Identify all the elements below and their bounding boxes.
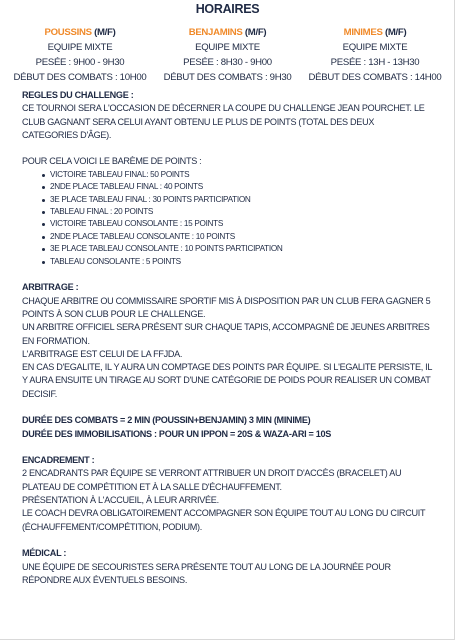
category-name: POUSSINS (44, 27, 92, 38)
category-weighin: PESÉE : 9H00 - 9H30 (35, 57, 125, 68)
category-weighin: PESÉE : 8H30 - 9H00 (183, 57, 272, 68)
category-team: EQUIPE MIXTE (195, 42, 260, 53)
encadrement-text-3: LE COACH DEVRA OBLIGATOIREMENT ACCOMPAGNER SON ÉQUIPE TOUT AU LONG DU CIRCUIT (ÉCHAUFFEMENT/COMPÉTITION, PODIUM). (22, 508, 426, 532)
category-team: EQUIPE MIXTE (47, 42, 113, 53)
list-item: VICTOIRE TABLEAU CONSOLANTE : 15 POINTS (42, 218, 432, 230)
combat-duration: DURÉE DES COMBATS = 2 MIN (POUSSIN+BENJAMIN) 3 MIN (MINIME) (22, 415, 311, 426)
list-item: TABLEAU FINAL : 20 POINTS (42, 206, 432, 218)
rules-heading: REGLES DU CHALLENGE : (22, 90, 134, 100)
category-title (305, 25, 445, 40)
encadrement-text-1: 2 ENCADRANTS PAR ÉQUIPE SE VERRONT ATTRIBUER UN DROIT D'ACCÈS (BRACELET) AU PLATEAU DE COMPÉTITION ET À LA SALLE D'ÉCHAUFFEMENT. (22, 468, 402, 492)
immobilisation-duration: DURÉE DES IMMOBILISATIONS : POUR UN IPPON = 20S & WAZA-ARI = 10S (22, 428, 332, 439)
arbitrage-text-2: UN ARBITRE OFFICIEL SERA PRÉSENT SUR CHAQUE TAPIS, ACCOMPAGNÉ DE JEUNES ARBITRES EN FORMATION. (22, 322, 430, 346)
category-gender: (M/F) (244, 27, 267, 38)
category-title (158, 25, 298, 40)
encadrement-heading: ENCADREMENT : (22, 455, 95, 466)
list-item: VICTOIRE TABLEAU FINAL: 50 POINTS (42, 169, 432, 181)
category-start: DÉBUT DES COMBATS : 9H30 (163, 72, 292, 83)
category-start: DÉBUT DES COMBATS : 14H00 (308, 72, 442, 83)
encadrement-text-2: PRÉSENTATION À L'ACCUEIL, À LEUR ARRIVÉE. (22, 495, 219, 506)
arbitrage-text-1: CHAQUE ARBITRE OU COMMISSAIRE SPORTIF MIS À DISPOSITION PAR UN CLUB FERA GAGNER 5 POINTS À SON CLUB POUR LE CHALLENGE. (22, 295, 431, 319)
list-item: 2NDE PLACE TABLEAU FINAL : 40 POINTS (42, 181, 432, 193)
list-item: TABLEAU CONSOLANTE : 5 POINTS (42, 256, 432, 268)
page-title: HORAIRES (195, 2, 260, 16)
rules-text: CE TOURNOI SERA L'OCCASION DE DÉCERNER LA COUPE DU CHALLENGE JEAN POURCHET. LE CLUB GAGNANT SERA CELUI AYANT OBTENU LE PLUS DE POINTS (TOTAL DES DEUX CATEGORIES D'ÂGE). (22, 103, 425, 140)
category-start: DÉBUT DES COMBATS : 10H00 (13, 72, 147, 83)
rules-content (22, 89, 432, 587)
list-item: 2NDE PLACE TABLEAU CONSOLANTE : 10 POINTS (42, 231, 432, 243)
medical-heading: MÉDICAL : (22, 548, 67, 559)
medical-text: UNE ÉQUIPE DE SECOURISTES SERA PRÉSENTE TOUT AU LONG DE LA JOURNÉE POUR RÉPONDRE AUX ÉVENTUELS BESOINS. (22, 561, 391, 585)
category-benjamins (158, 25, 298, 85)
category-poussins (10, 25, 150, 85)
list-item: 3E PLACE TABLEAU CONSOLANTE : 10 POINTS PARTICIPATION (42, 243, 432, 255)
category-team: EQUIPE MIXTE (342, 42, 408, 53)
points-list (22, 169, 432, 268)
schedule-columns (0, 25, 455, 85)
arbitrage-text-4: EN CAS D'EGALITE, IL Y AURA UN COMPTAGE DES POINTS PAR ÉQUIPE. SI L'EGALITE PERSISTE, IL Y AURA ENSUITE UN TIRAGE AU SORT D'UNE CATÉGORIE DE POIDS POUR REALISER UN COMBAT DECISIF. (22, 362, 432, 399)
category-name: BENJAMINS (188, 27, 243, 38)
arbitrage-text-3: L'ARBITRAGE EST CELUI DE LA FFJDA. (22, 348, 183, 359)
category-gender: (M/F) (94, 27, 116, 38)
category-weighin: PESÉE : 13H - 13H30 (330, 57, 420, 68)
category-title (10, 25, 150, 40)
points-intro: POUR CELA VOICI LE BARÈME DE POINTS : (22, 156, 202, 167)
arbitrage-heading: ARBITRAGE : (22, 282, 79, 293)
category-minimes (305, 25, 445, 85)
category-name: MINIMES (343, 27, 383, 38)
list-item: 3E PLACE TABLEAU FINAL : 30 POINTS PARTICIPATION (42, 194, 432, 206)
category-gender: (M/F) (384, 27, 407, 38)
